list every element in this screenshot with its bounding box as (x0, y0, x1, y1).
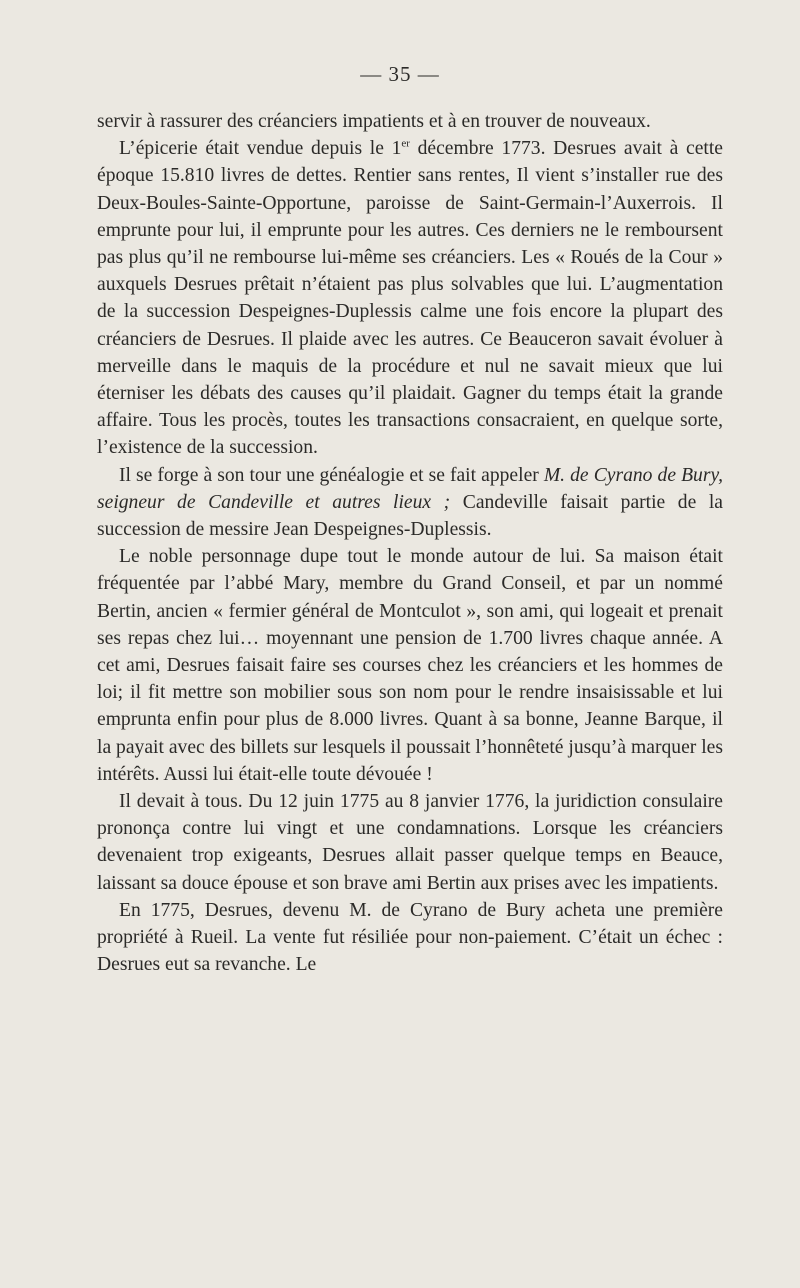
paragraph-2 (97, 135, 723, 461)
paragraph-3-start: Il se forge à son tour une généalogie et se fait appeler (119, 464, 544, 486)
paragraph-2-rest: décembre 1773. Desrues avait à cette époque 15.810 livres de dettes. Rentier sans rentes, Il vient s’installer rue des Deux-Boules-Sainte-Opportune, paroisse de Saint-Germain-l’Auxerrois. Il emprunte pour lui, il emprunte pour les autres. Ces derniers ne le remboursent pas plus qu’il ne rembourse lui-même ses créanciers. Les « Roués de la Cour » auxquels Desrues prêtait n’étaient pas plus solvables que lui. L’augmentation de la succession Despeignes-Duplessis calme une fois encore la plupart des créanciers de Desrues. Il plaide avec les autres. Ce Beauceron savait évoluer à merveille dans le maquis de la procédure et nul ne savait mieux que lui éterniser les débats des causes qu’il plaidait. Gagner du temps était la grande affaire. Tous les procès, toutes les transactions consacraient, en quelque sorte, l’existence de la succession. (97, 138, 723, 459)
paragraph-4: Le noble personnage dupe tout le monde autour de lui. Sa maison était fréquentée par l’abbé Mary, membre du Grand Conseil, et par un nommé Bertin, ancien « fermier général de Montculot », son ami, qui logeait et prenait ses repas chez lui… moyennant une pension de 1.700 livres chaque année. A cet ami, Desrues faisait faire ses courses chez les créanciers et les hommes de loi; il fit mettre son mobilier sous son nom pour le rendre insaisissable et lui emprunta enfin pour plus de 8.000 livres. Quant à sa bonne, Jeanne Barque, il la payait avec des billets sur lesquels il poussait l’honnêteté jusqu’à marquer les intérêts. Aussi lui était-elle toute dévouée ! (97, 546, 723, 785)
paragraph-3 (97, 462, 723, 544)
body-text (97, 108, 723, 979)
page-number: — 35 — (360, 62, 440, 86)
paragraph-1: servir à rassurer des créanciers impatients et à en trouver de nouveaux. (97, 111, 651, 132)
paragraph-6: En 1775, Desrues, devenu M. de Cyrano de Bury acheta une première propriété à Rueil. La vente fut résiliée pour non-paiement. C’était un échec : Desrues eut sa revanche. Le (97, 899, 723, 976)
paragraph-3-rest: Candeville faisait partie de la succession de messire Jean Despeignes-Duplessis. (97, 491, 724, 541)
paragraph-2-start: L’épicerie était vendue depuis le 1 (119, 138, 402, 160)
superscript-er: er (401, 137, 410, 150)
paragraph-3-title: M. de Cyrano de Bury, seigneur de Candeville et autres lieux ; (97, 464, 723, 513)
paragraph-5: Il devait à tous. Du 12 juin 1775 au 8 janvier 1776, la juridiction consulaire prononça contre lui vingt et une condamnations. Lorsque les créanciers devenaient trop exigeants, Desrues allait passer quelque temps en Beauce, laissant sa douce épouse et son brave ami Bertin aux prises avec les impatients. (97, 791, 723, 894)
